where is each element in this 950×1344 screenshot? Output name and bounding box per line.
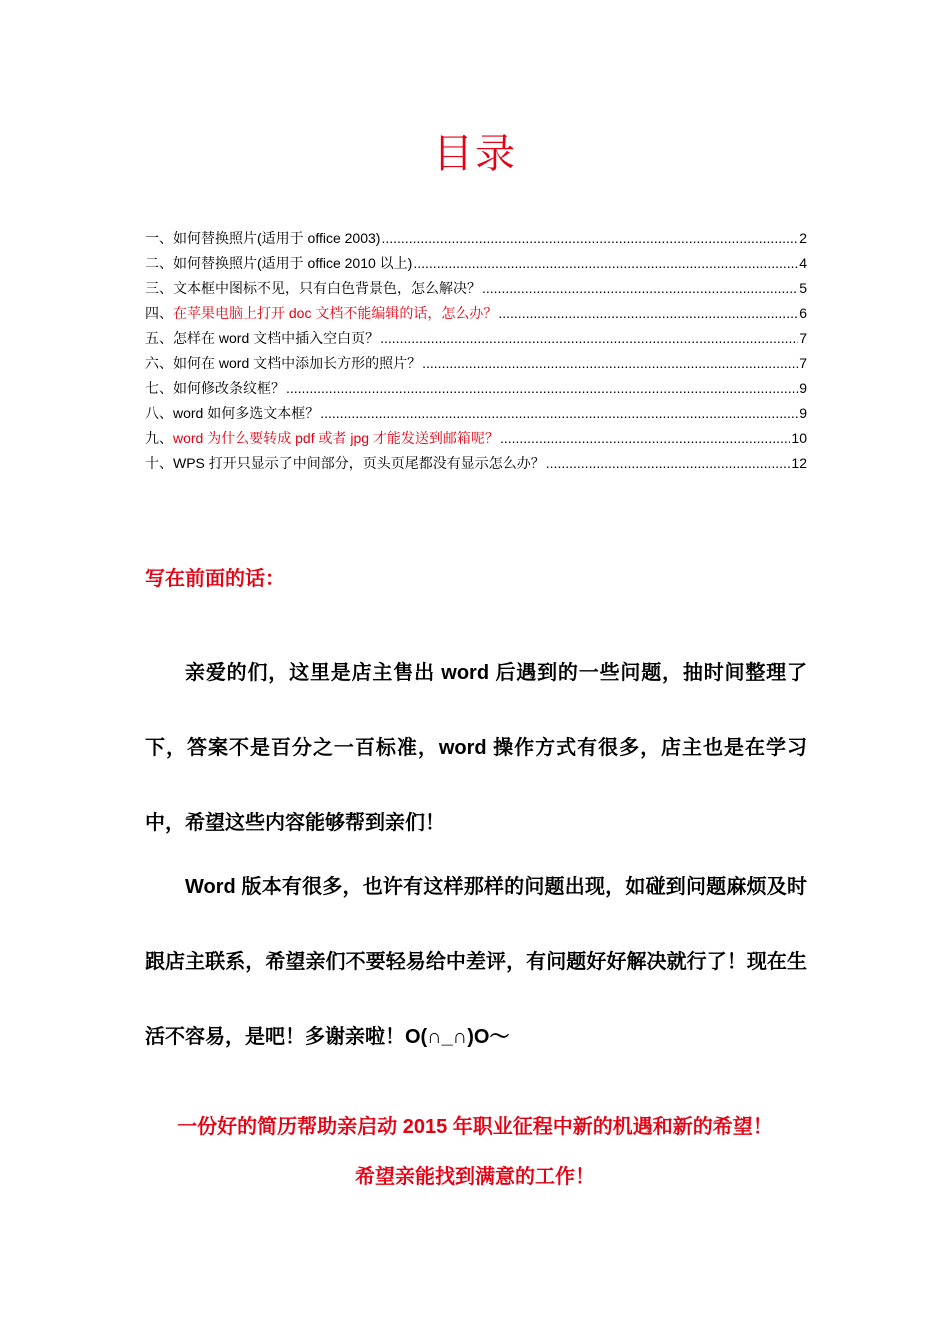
toc-entry[interactable] — [145, 276, 807, 301]
toc-page-number: 9 — [799, 405, 807, 421]
toc-dot-leader — [546, 451, 791, 476]
toc-page-number: 2 — [799, 230, 807, 246]
toc-entry[interactable] — [145, 326, 807, 351]
toc-entry-number: 九、 — [145, 430, 173, 446]
toc-entry-label — [145, 401, 319, 426]
toc-entry-text: 如何修改条纹框？ — [173, 380, 285, 396]
toc-page-number: 4 — [799, 255, 807, 271]
toc-entry[interactable] — [145, 451, 807, 476]
preface-paragraph-1-text: 亲爱的们，这里是店主售出 word 后遇到的一些问题，抽时间整理了下，答案不是百分之一百标准，word 操作方式有很多，店主也是在学习中，希望这些内容能够帮到亲们！ — [145, 662, 807, 834]
toc-page-number: 7 — [799, 355, 807, 371]
toc-page-number: 12 — [791, 455, 807, 471]
toc-entry-label — [145, 351, 421, 376]
toc-entry[interactable] — [145, 376, 807, 401]
toc-entry[interactable] — [145, 301, 807, 326]
toc-entry-label — [145, 451, 545, 476]
toc-dot-leader — [413, 251, 798, 276]
toc-entry-label — [145, 326, 379, 351]
preface-heading: 写在前面的话： — [145, 568, 285, 590]
toc-entry-number: 十、 — [145, 455, 173, 471]
toc-entry-text: 如何替换照片(适用于 office 2003) — [173, 230, 381, 246]
toc-entry-number: 四、 — [145, 305, 173, 321]
preface-paragraph-1 — [145, 636, 807, 861]
toc-entry-label — [145, 276, 481, 301]
toc-entry-text: 怎样在 word 文档中插入空白页？ — [173, 330, 380, 346]
toc-entry-number: 二、 — [145, 255, 173, 271]
toc-entry[interactable] — [145, 401, 807, 426]
toc-entry[interactable] — [145, 251, 807, 276]
toc-dot-leader — [380, 326, 798, 351]
table-of-contents — [145, 226, 807, 476]
toc-entry-text: 在苹果电脑上打开 doc 文档不能编辑的话，怎么办？ — [173, 305, 498, 321]
toc-entry-text: word 如何多选文本框？ — [173, 405, 320, 421]
toc-entry-label — [145, 301, 497, 326]
toc-page-number: 7 — [799, 330, 807, 346]
toc-entry-text: 如何替换照片(适用于 office 2010 以上) — [173, 255, 413, 271]
toc-entry-text: 文本框中图标不见，只有白色背景色，怎么解决？ — [173, 280, 481, 296]
toc-dot-leader — [286, 376, 798, 401]
toc-page-number: 5 — [799, 280, 807, 296]
toc-entry-text: WPS 打开只显示了中间部分，页头页尾都没有显示怎么办？ — [173, 455, 545, 471]
toc-dot-leader — [320, 401, 798, 426]
toc-entry[interactable] — [145, 351, 807, 376]
closing-line-1: 一份好的简历帮助亲启动 2015 年职业征程中新的机遇和新的希望！ — [177, 1116, 773, 1138]
toc-dot-leader — [381, 226, 798, 251]
toc-entry-label — [145, 426, 499, 451]
toc-entry-text: 如何在 word 文档中添加长方形的照片？ — [173, 355, 422, 371]
toc-entry[interactable] — [145, 426, 807, 451]
preface-paragraph-2-text: Word 版本有很多，也许有这样那样的问题出现，如碰到问题麻烦及时跟店主联系，希望亲们不要轻易给中差评，有问题好好解决就行了！现在生活不容易，是吧！多谢亲啦！O(∩_∩)O～ — [145, 876, 807, 1048]
toc-dot-leader — [500, 426, 790, 451]
toc-page-number: 6 — [799, 305, 807, 321]
toc-entry-label — [145, 251, 412, 276]
toc-entry-label — [145, 226, 380, 251]
toc-dot-leader — [482, 276, 798, 301]
toc-entry-number: 八、 — [145, 405, 173, 421]
toc-entry-number: 七、 — [145, 380, 173, 396]
toc-page-number: 10 — [791, 430, 807, 446]
toc-entry-number: 五、 — [145, 330, 173, 346]
toc-page-number: 9 — [799, 380, 807, 396]
closing-line-2: 希望亲能找到满意的工作！ — [355, 1166, 595, 1188]
toc-entry-number: 一、 — [145, 230, 173, 246]
toc-entry-number: 三、 — [145, 280, 173, 296]
toc-entry-label — [145, 376, 285, 401]
toc-dot-leader — [422, 351, 798, 376]
document-title: 目录 — [433, 132, 517, 176]
toc-entry[interactable] — [145, 226, 807, 251]
preface-paragraph-2 — [145, 850, 807, 1075]
toc-dot-leader — [498, 301, 798, 326]
toc-entry-text: word 为什么要转成 pdf 或者 jpg 才能发送到邮箱呢？ — [173, 430, 499, 446]
toc-entry-number: 六、 — [145, 355, 173, 371]
